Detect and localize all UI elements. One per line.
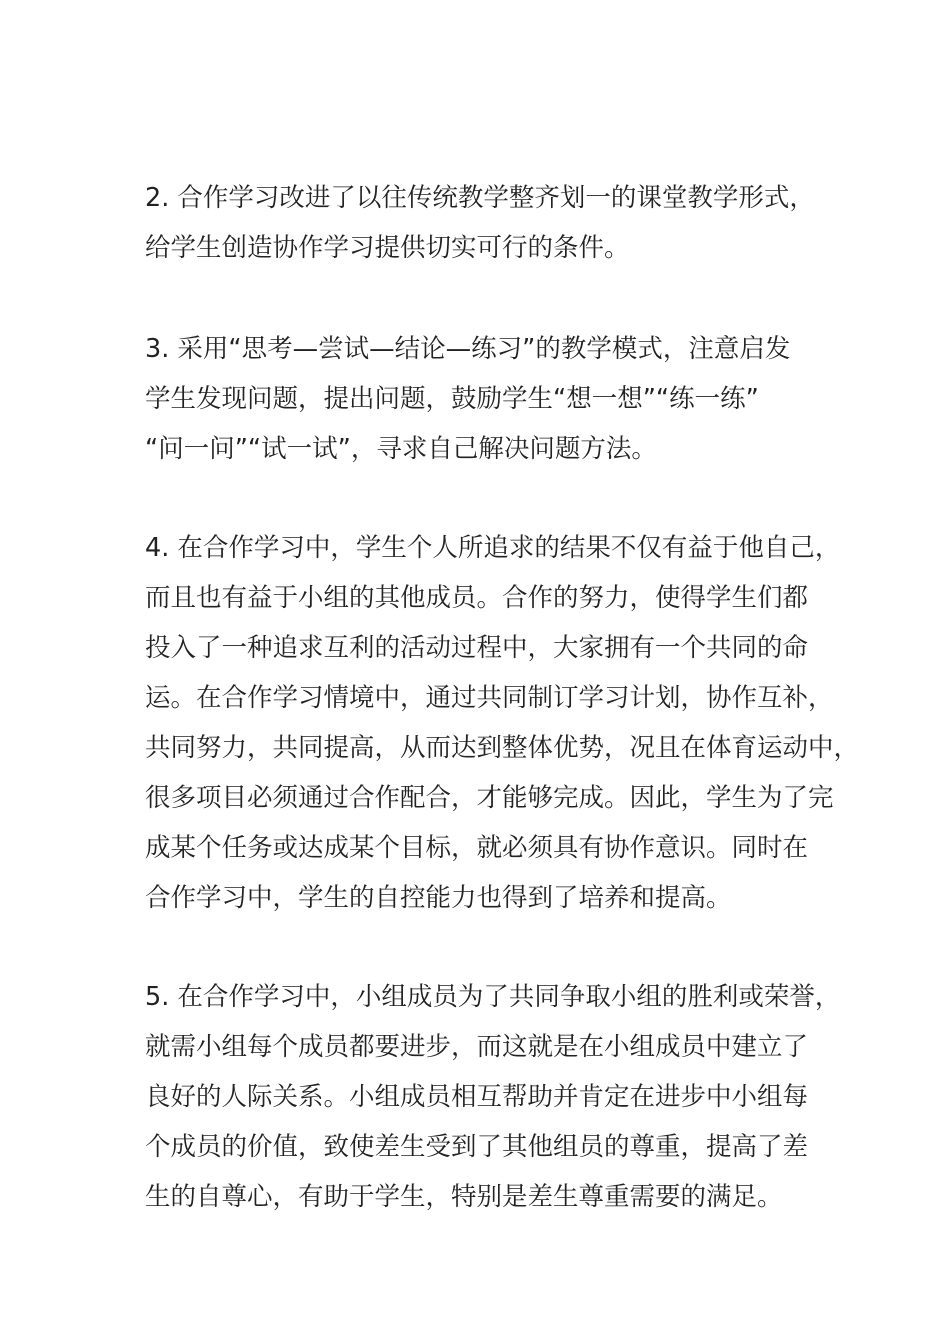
text-line: 而且也有益于小组的其他成员。合作的努力，使得学生们都 bbox=[145, 583, 809, 613]
text-line: 共同努力，共同提高，从而达到整体优势，况且在体育运动中， bbox=[145, 733, 860, 763]
text-line: 运。在合作学习情境中，通过共同制订学习计划，协作互补， bbox=[145, 683, 834, 713]
text-line: 2. 合作学习改进了以往传统教学整齐划一的课堂教学形式， bbox=[145, 183, 815, 213]
text-line: 投入了一种追求互利的活动过程中，大家拥有一个共同的命 bbox=[145, 633, 809, 663]
text-line: 4. 在合作学习中，学生个人所追求的结果不仅有益于他自己， bbox=[145, 533, 841, 563]
text-line: 5. 在合作学习中，小组成员为了共同争取小组的胜利或荣誉， bbox=[145, 982, 841, 1012]
paragraph-5 bbox=[145, 972, 845, 1222]
paragraph-2 bbox=[145, 173, 845, 273]
text-line: “问一问”“试一试”，寻求自己解决问题方法。 bbox=[145, 434, 657, 464]
text-line: 成某个任务或达成某个目标，就必须具有协作意识。同时在 bbox=[145, 833, 809, 863]
text-line: 学生发现问题，提出问题，鼓励学生“想一想”“练一练” bbox=[145, 384, 759, 414]
paragraph-4 bbox=[145, 523, 860, 923]
text-line: 3. 采用“思考—尝试—结论—练习”的教学模式，注意启发 bbox=[145, 334, 791, 364]
text-line: 生的自尊心，有助于学生，特别是差生尊重需要的满足。 bbox=[145, 1182, 783, 1212]
text-line: 给学生创造协作学习提供切实可行的条件。 bbox=[145, 233, 630, 263]
paragraph-3 bbox=[145, 324, 845, 474]
text-line: 合作学习中，学生的自控能力也得到了培养和提高。 bbox=[145, 883, 732, 913]
text-line: 良好的人际关系。小组成员相互帮助并肯定在进步中小组每 bbox=[145, 1082, 809, 1112]
text-line: 很多项目必须通过合作配合，才能够完成。因此，学生为了完 bbox=[145, 783, 834, 813]
text-line: 个成员的价值，致使差生受到了其他组员的尊重，提高了差 bbox=[145, 1132, 809, 1162]
text-line: 就需小组每个成员都要进步，而这就是在小组成员中建立了 bbox=[145, 1032, 809, 1062]
